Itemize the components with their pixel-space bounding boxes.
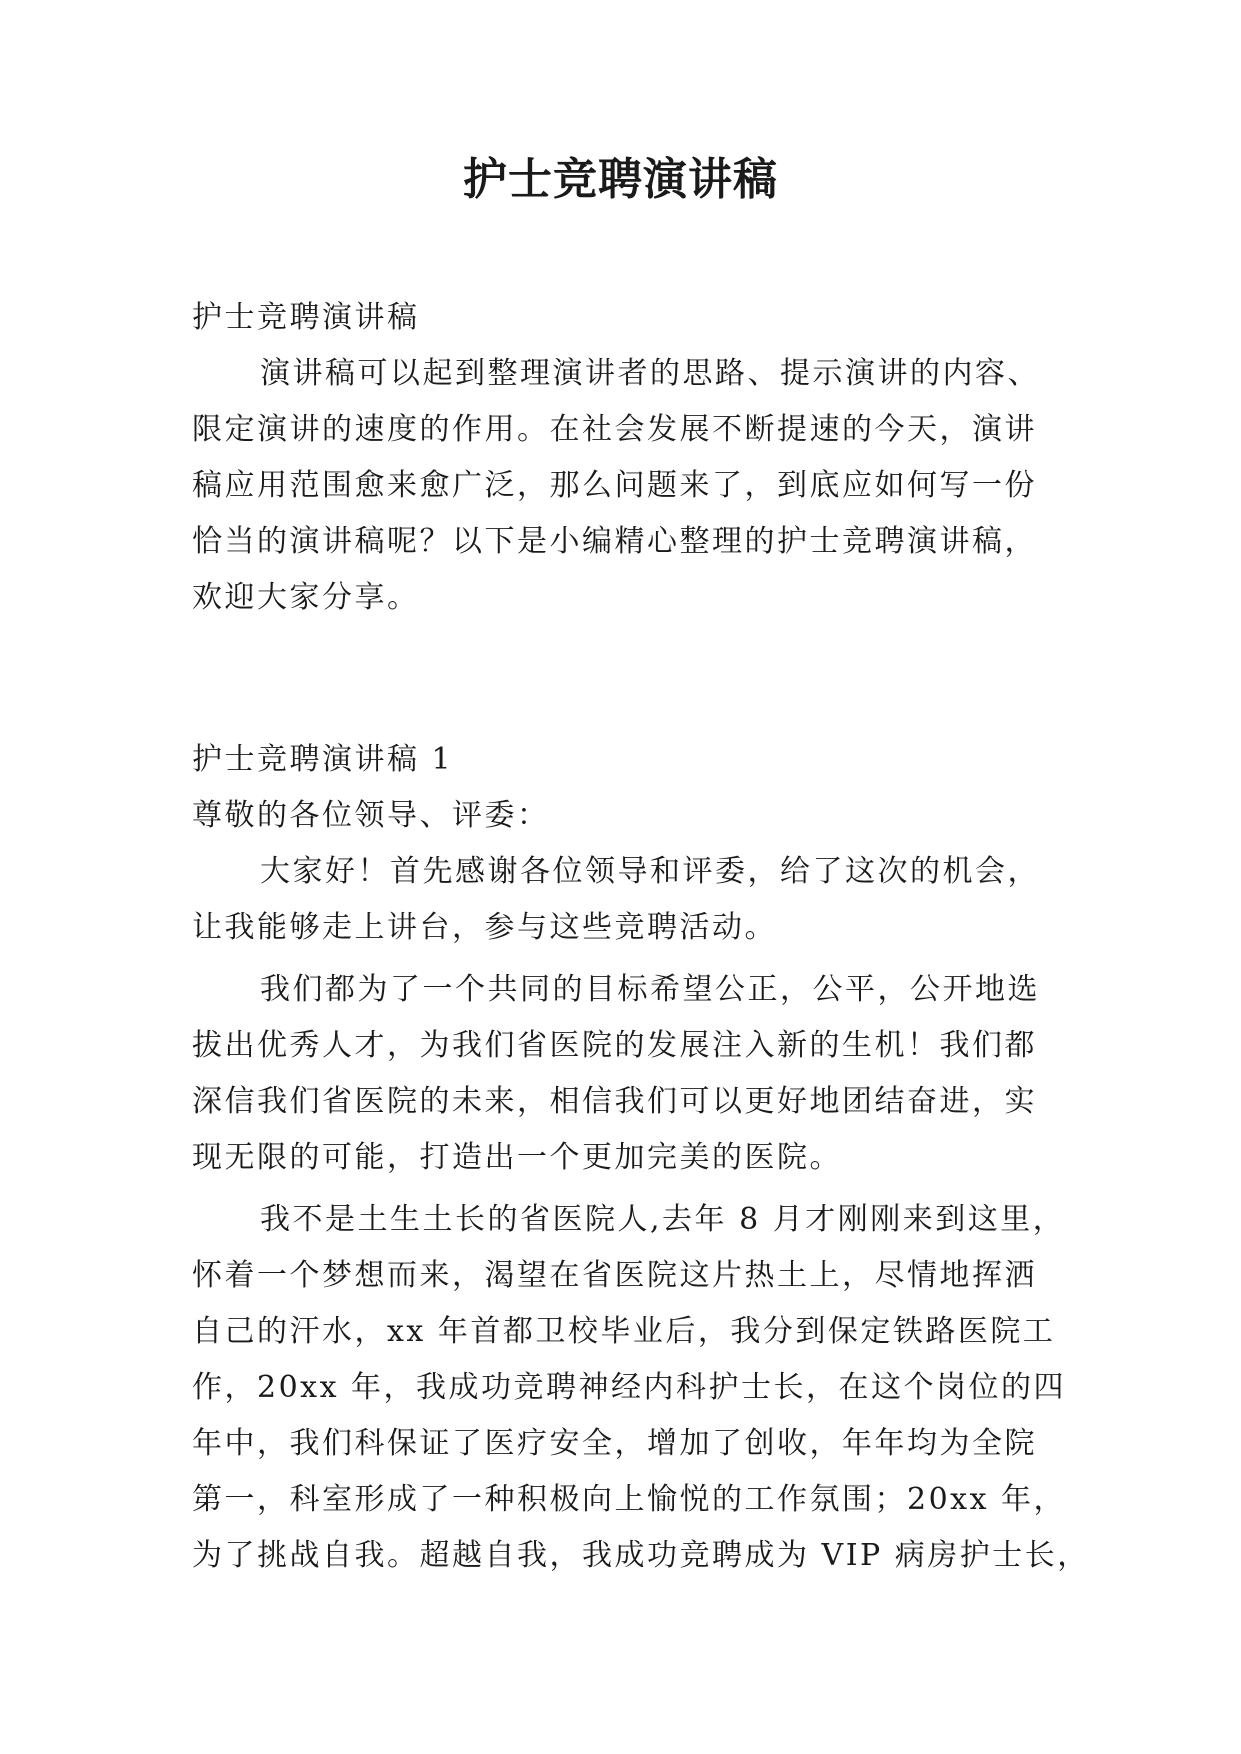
paragraph-line: 第一，科室形成了一种积极向上愉悦的工作氛围；20xx 年， (192, 1482, 1067, 1517)
salutation: 尊敬的各位领导、评委： (192, 798, 550, 833)
document-body (192, 290, 1090, 1584)
paragraph-line: 深信我们省医院的未来，相信我们可以更好地团结奋进，实 (192, 1084, 1037, 1119)
section-heading: 护士竞聘演讲稿 1 (192, 742, 454, 777)
paragraph-line: 怀着一个梦想而来，渴望在省医院这片热土上，尽情地挥洒 (192, 1258, 1037, 1293)
intro-paragraph (192, 346, 1082, 626)
paragraph-line: 欢迎大家分享。 (192, 580, 420, 615)
paragraph-line: 现无限的可能，打造出一个更加完美的医院。 (192, 1140, 842, 1175)
document-title: 护士竞聘演讲稿 (463, 154, 778, 205)
paragraph-goal (192, 962, 1082, 1186)
paragraph-line: 让我能够走上讲台，参与这些竞聘活动。 (192, 910, 777, 945)
paragraph-line: 我不是土生土长的省医院人,去年 8 月才刚刚来到这里， (260, 1202, 1066, 1237)
paragraph-line: 为了挑战自我。超越自我，我成功竞聘成为 VIP 病房护士长， (192, 1538, 1090, 1573)
paragraph-line: 演讲稿可以起到整理演讲者的思路、提示演讲的内容、 (260, 356, 1040, 391)
paragraph-line: 自己的汗水，xx 年首都卫校毕业后，我分到保定铁路医院工 (192, 1314, 1056, 1349)
paragraph-line: 拔出优秀人才，为我们省医院的发展注入新的生机！我们都 (192, 1028, 1037, 1063)
document-subtitle: 护士竞聘演讲稿 (192, 300, 420, 335)
paragraph-line: 恰当的演讲稿呢？以下是小编精心整理的护士竞聘演讲稿， (192, 524, 1037, 559)
paragraph-greeting (192, 844, 1082, 956)
paragraph-line: 年中，我们科保证了医疗安全，增加了创收，年年均为全院 (192, 1426, 1037, 1461)
paragraph-line: 我们都为了一个共同的目标希望公正，公平，公开地选 (260, 972, 1040, 1007)
paragraph-background (192, 1192, 1090, 1584)
paragraph-line: 限定演讲的速度的作用。在社会发展不断提速的今天，演讲 (192, 412, 1037, 447)
spacer (192, 626, 1082, 732)
paragraph-line: 作，20xx 年，我成功竞聘神经内科护士长，在这个岗位的四 (192, 1370, 1067, 1405)
paragraph-line: 稿应用范围愈来愈广泛，那么问题来了，到底应如何写一份 (192, 468, 1037, 503)
paragraph-line: 大家好！首先感谢各位领导和评委，给了这次的机会， (260, 854, 1040, 889)
